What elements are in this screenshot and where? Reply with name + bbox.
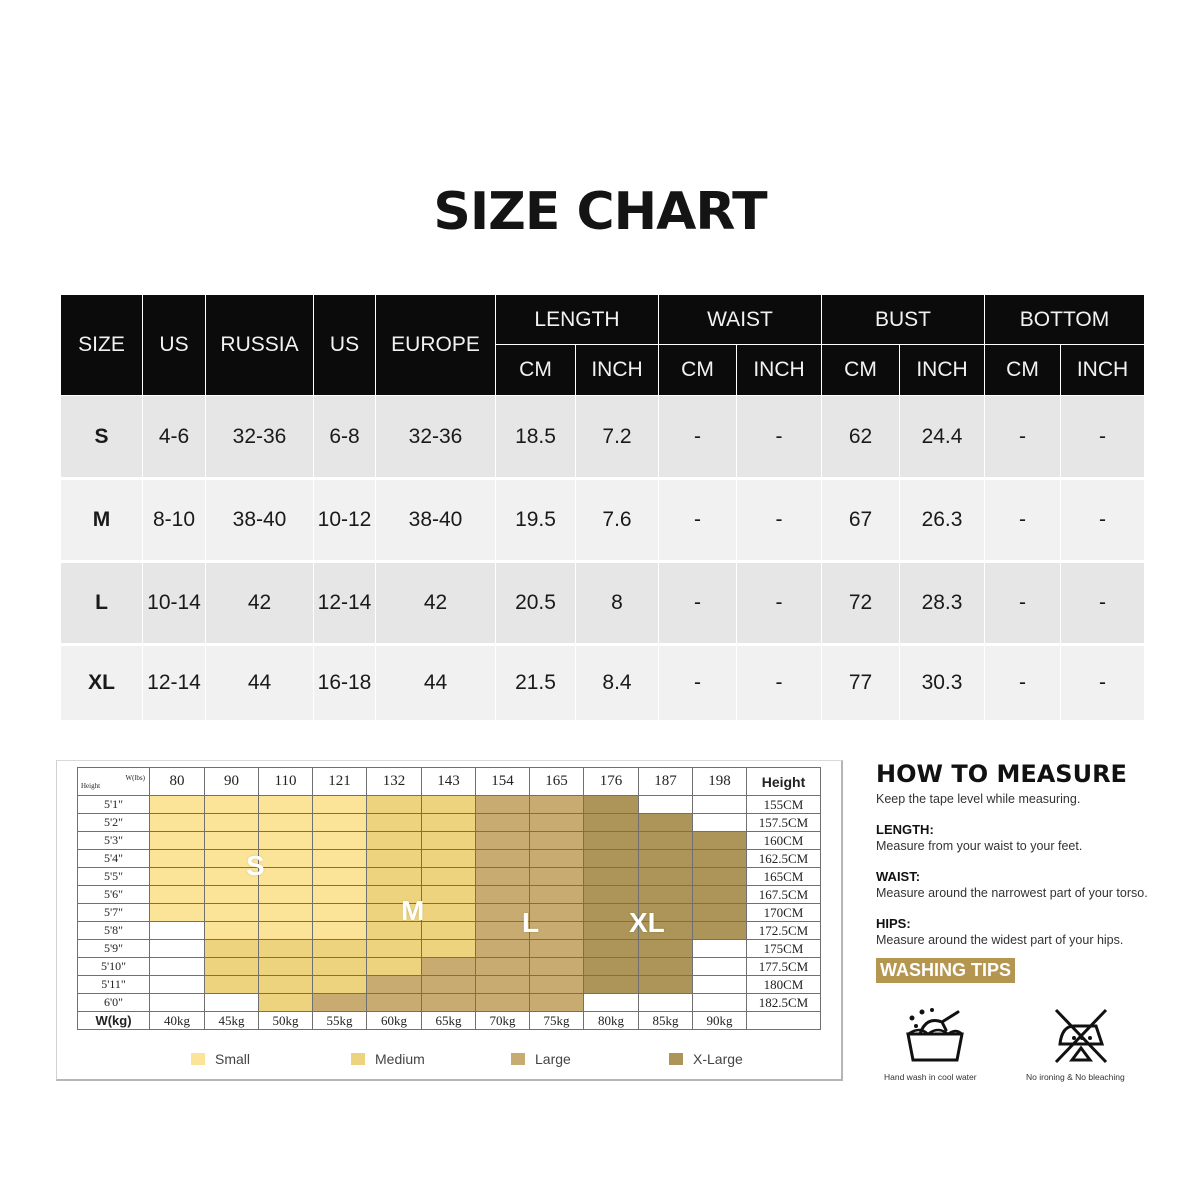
weight-lbs-cell: 165	[530, 768, 584, 796]
weight-kg-cell: 75kg	[530, 1012, 584, 1030]
size-cell-bust-cm: 67	[822, 479, 900, 562]
size-zone-cell	[693, 868, 747, 886]
size-cell-europe: 42	[376, 562, 496, 645]
corner-height-label: Height	[81, 781, 101, 790]
size-zone-cell	[150, 850, 205, 868]
header-bust-inch: INCH	[900, 345, 985, 396]
size-cell-size: S	[61, 396, 143, 479]
weight-kg-label: W(kg)	[78, 1012, 150, 1030]
size-zone-cell	[313, 994, 367, 1012]
size-zone-cell	[693, 886, 747, 904]
size-zone-cell	[422, 904, 476, 922]
size-zone-cell	[150, 976, 205, 994]
size-zone-cell	[259, 922, 313, 940]
size-zone-cell	[150, 940, 205, 958]
size-zone-cell	[313, 796, 367, 814]
size-zone-cell	[693, 994, 747, 1012]
size-zone-cell	[584, 976, 639, 994]
size-zone-cell	[422, 868, 476, 886]
header-waist: WAIST	[659, 295, 822, 345]
size-cell-bottom-in: -	[1061, 396, 1145, 479]
size-cell-bottom-in: -	[1061, 562, 1145, 645]
size-cell-len-cm: 18.5	[496, 396, 576, 479]
height-ft-cell: 5'8"	[78, 922, 150, 940]
size-zone-cell	[639, 832, 693, 850]
header-bust: BUST	[822, 295, 985, 345]
size-cell-waist-in: -	[737, 479, 822, 562]
weight-lbs-cell: 80	[150, 768, 205, 796]
washing-tips-title: WASHING TIPS	[876, 958, 1015, 983]
size-zone-cell	[584, 940, 639, 958]
size-cell-waist-in: -	[737, 562, 822, 645]
header-waist-inch: INCH	[737, 345, 822, 396]
size-zone-cell	[476, 868, 530, 886]
weight-kg-cell: 60kg	[367, 1012, 422, 1030]
size-cell-us1: 12-14	[143, 645, 206, 720]
header-bottom-cm: CM	[985, 345, 1061, 396]
header-bottom: BOTTOM	[985, 295, 1145, 345]
size-table	[60, 294, 1145, 720]
size-cell-russia: 44	[206, 645, 314, 720]
size-zone-cell	[584, 994, 639, 1012]
size-cell-len-cm: 19.5	[496, 479, 576, 562]
header-bottom-inch: INCH	[1061, 345, 1145, 396]
size-zone-cell	[422, 814, 476, 832]
size-zone-cell	[422, 940, 476, 958]
size-zone-cell	[422, 958, 476, 976]
size-zone-cell	[639, 814, 693, 832]
size-zone-cell	[205, 904, 259, 922]
height-weight-chart	[56, 760, 843, 1081]
size-zone-cell	[530, 940, 584, 958]
weight-kg-cell: 85kg	[639, 1012, 693, 1030]
size-cell-russia: 38-40	[206, 479, 314, 562]
size-cell-bottom-cm: -	[985, 396, 1061, 479]
size-zone-cell	[476, 814, 530, 832]
size-zone-cell	[422, 976, 476, 994]
length-label: LENGTH:	[876, 822, 934, 837]
height-cm-cell: 155CM	[747, 796, 821, 814]
header-length: LENGTH	[496, 295, 659, 345]
legend-small	[191, 1051, 250, 1067]
size-cell-len-cm: 21.5	[496, 645, 576, 720]
height-cm-cell: 175CM	[747, 940, 821, 958]
hips-label: HIPS:	[876, 916, 911, 931]
size-zone-cell	[313, 940, 367, 958]
size-zone-cell	[693, 796, 747, 814]
page-title: SIZE CHART	[433, 182, 767, 242]
size-zone-cell	[313, 904, 367, 922]
weight-lbs-cell: 143	[422, 768, 476, 796]
weight-lbs-row	[78, 768, 821, 796]
size-zone-cell	[530, 814, 584, 832]
size-zone-cell	[476, 958, 530, 976]
size-zone-cell	[367, 976, 422, 994]
size-zone-cell	[205, 796, 259, 814]
how-to-measure-title: HOW TO MEASURE	[876, 760, 1127, 788]
size-zone-cell	[259, 994, 313, 1012]
size-cell-europe: 44	[376, 645, 496, 720]
header-bust-cm: CM	[822, 345, 900, 396]
height-row	[78, 832, 821, 850]
size-cell-waist-cm: -	[659, 562, 737, 645]
size-zone-cell	[530, 958, 584, 976]
size-cell-waist-in: -	[737, 396, 822, 479]
height-row	[78, 850, 821, 868]
legend-medium	[351, 1051, 425, 1067]
size-zone-cell	[150, 904, 205, 922]
size-zone-cell	[584, 868, 639, 886]
weight-lbs-cell: 176	[584, 768, 639, 796]
size-zone-cell	[639, 850, 693, 868]
size-zone-cell	[639, 868, 693, 886]
height-weight-table	[77, 767, 821, 1030]
size-cell-us1: 8-10	[143, 479, 206, 562]
size-row	[61, 562, 1145, 645]
size-zone-cell	[367, 814, 422, 832]
size-cell-europe: 38-40	[376, 479, 496, 562]
size-row	[61, 645, 1145, 720]
zone-label-l: L	[522, 907, 540, 938]
height-ft-cell: 5'1"	[78, 796, 150, 814]
waist-label: WAIST:	[876, 869, 921, 884]
height-row	[78, 796, 821, 814]
legend-swatch-large	[511, 1053, 525, 1065]
size-zone-cell	[367, 832, 422, 850]
weight-lbs-cell: 198	[693, 768, 747, 796]
corner-weight-label: W(lbs)	[125, 773, 145, 782]
size-zone-cell	[639, 976, 693, 994]
weight-lbs-cell: 132	[367, 768, 422, 796]
header-us: US	[143, 295, 206, 396]
size-zone-cell	[476, 796, 530, 814]
size-zone-cell	[313, 976, 367, 994]
height-header: Height	[747, 768, 821, 796]
weight-kg-cell: 40kg	[150, 1012, 205, 1030]
weight-kg-blank	[747, 1012, 821, 1030]
size-zone-cell	[422, 886, 476, 904]
size-zone-cell	[584, 814, 639, 832]
height-cm-cell: 182.5CM	[747, 994, 821, 1012]
size-zone-cell	[259, 814, 313, 832]
size-zone-cell	[367, 796, 422, 814]
height-ft-cell: 5'5"	[78, 868, 150, 886]
header-russia: RUSSIA	[206, 295, 314, 396]
size-zone-cell	[476, 940, 530, 958]
height-row	[78, 814, 821, 832]
weight-kg-cell: 70kg	[476, 1012, 530, 1030]
size-zone-cell	[584, 796, 639, 814]
size-cell-us1: 4-6	[143, 396, 206, 479]
size-zone-cell	[530, 796, 584, 814]
height-ft-cell: 5'2"	[78, 814, 150, 832]
size-cell-waist-in: -	[737, 645, 822, 720]
size-zone-cell	[639, 940, 693, 958]
weight-lbs-cell: 121	[313, 768, 367, 796]
size-cell-waist-cm: -	[659, 645, 737, 720]
hand-wash-caption: Hand wash in cool water	[884, 1072, 977, 1082]
size-cell-us2: 10-12	[314, 479, 376, 562]
size-zone-cell	[422, 832, 476, 850]
size-zone-cell	[584, 832, 639, 850]
size-zone-cell	[584, 958, 639, 976]
how-to-measure	[876, 760, 1176, 947]
header-size: SIZE	[61, 295, 143, 396]
weight-lbs-cell: 90	[205, 768, 259, 796]
size-zone-cell	[259, 886, 313, 904]
height-cm-cell: 170CM	[747, 904, 821, 922]
height-row	[78, 994, 821, 1012]
size-cell-len-cm: 20.5	[496, 562, 576, 645]
size-zone-cell	[422, 796, 476, 814]
size-zone-cell	[693, 904, 747, 922]
weight-kg-cell: 45kg	[205, 1012, 259, 1030]
height-ft-cell: 6'0"	[78, 994, 150, 1012]
size-zone-cell	[693, 976, 747, 994]
height-ft-cell: 5'7"	[78, 904, 150, 922]
size-cell-europe: 32-36	[376, 396, 496, 479]
size-zone-cell	[693, 958, 747, 976]
size-zone-cell	[422, 994, 476, 1012]
size-zone-cell	[205, 994, 259, 1012]
size-zone-cell	[313, 958, 367, 976]
legend-label-large: Large	[535, 1051, 571, 1067]
size-zone-cell	[150, 886, 205, 904]
length-desc: Measure from your waist to your feet.	[876, 839, 1083, 853]
header-waist-cm: CM	[659, 345, 737, 396]
size-zone-cell	[259, 796, 313, 814]
size-cell-bust-in: 28.3	[900, 562, 985, 645]
header-us-2: US	[314, 295, 376, 396]
size-zone-cell	[259, 904, 313, 922]
chart-corner	[78, 768, 150, 796]
header-length-cm: CM	[496, 345, 576, 396]
size-zone-cell	[205, 958, 259, 976]
height-row	[78, 868, 821, 886]
size-cell-len-in: 8	[576, 562, 659, 645]
height-ft-cell: 5'4"	[78, 850, 150, 868]
height-cm-cell: 177.5CM	[747, 958, 821, 976]
size-zone-cell	[693, 850, 747, 868]
size-zone-cell	[150, 832, 205, 850]
size-zone-cell	[530, 850, 584, 868]
legend-xlarge	[669, 1051, 743, 1067]
size-cell-len-in: 7.2	[576, 396, 659, 479]
height-cm-cell: 160CM	[747, 832, 821, 850]
size-cell-us1: 10-14	[143, 562, 206, 645]
size-zone-cell	[367, 868, 422, 886]
size-zone-cell	[367, 850, 422, 868]
size-zone-cell	[693, 814, 747, 832]
legend-large	[511, 1051, 571, 1067]
size-zone-cell	[205, 814, 259, 832]
legend-label-medium: Medium	[375, 1051, 425, 1067]
how-to-measure-subtitle: Keep the tape level while measuring.	[876, 792, 1081, 806]
size-zone-cell	[476, 994, 530, 1012]
weight-kg-row	[78, 1012, 821, 1030]
weight-lbs-cell: 187	[639, 768, 693, 796]
height-ft-cell: 5'6"	[78, 886, 150, 904]
height-cm-cell: 162.5CM	[747, 850, 821, 868]
size-cell-bust-in: 24.4	[900, 396, 985, 479]
size-zone-cell	[530, 886, 584, 904]
hand-wash-icon	[902, 1004, 968, 1066]
size-cell-size: L	[61, 562, 143, 645]
size-zone-cell	[150, 868, 205, 886]
size-zone-cell	[259, 940, 313, 958]
size-zone-cell	[150, 814, 205, 832]
height-ft-cell: 5'9"	[78, 940, 150, 958]
legend-swatch-xlarge	[669, 1053, 683, 1065]
size-zone-cell	[367, 940, 422, 958]
legend-label-small: Small	[215, 1051, 251, 1067]
height-ft-cell: 5'3"	[78, 832, 150, 850]
size-zone-cell	[313, 886, 367, 904]
size-zone-cell	[530, 994, 584, 1012]
weight-lbs-cell: 110	[259, 768, 313, 796]
legend-swatch-small	[191, 1053, 205, 1065]
size-zone-cell	[150, 958, 205, 976]
height-row	[78, 904, 821, 922]
size-zone-cell	[367, 958, 422, 976]
size-zone-cell	[639, 886, 693, 904]
height-cm-cell: 180CM	[747, 976, 821, 994]
weight-kg-cell: 90kg	[693, 1012, 747, 1030]
weight-lbs-cell: 154	[476, 768, 530, 796]
hips-desc: Measure around the widest part of your hips.	[876, 933, 1124, 947]
size-zone-cell	[259, 832, 313, 850]
height-row	[78, 976, 821, 994]
size-cell-bust-cm: 72	[822, 562, 900, 645]
size-zone-cell	[639, 796, 693, 814]
size-zone-cell	[259, 976, 313, 994]
size-cell-bottom-cm: -	[985, 562, 1061, 645]
header-europe: EUROPE	[376, 295, 496, 396]
size-zone-cell	[476, 850, 530, 868]
size-zone-cell	[150, 994, 205, 1012]
size-cell-bust-cm: 62	[822, 396, 900, 479]
height-cm-cell: 167.5CM	[747, 886, 821, 904]
size-zone-cell	[313, 832, 367, 850]
size-zone-cell	[639, 994, 693, 1012]
size-cell-bust-in: 30.3	[900, 645, 985, 720]
header-length-inch: INCH	[576, 345, 659, 396]
size-zone-cell	[150, 922, 205, 940]
size-table-body	[61, 396, 1145, 720]
legend-swatch-medium	[351, 1053, 365, 1065]
height-row	[78, 958, 821, 976]
size-zone-cell	[150, 796, 205, 814]
weight-kg-cell: 65kg	[422, 1012, 476, 1030]
size-zone-cell	[530, 832, 584, 850]
size-zone-cell	[259, 850, 313, 868]
weight-kg-cell: 80kg	[584, 1012, 639, 1030]
height-cm-cell: 172.5CM	[747, 922, 821, 940]
height-ft-cell: 5'11"	[78, 976, 150, 994]
size-cell-len-in: 7.6	[576, 479, 659, 562]
size-zone-cell	[205, 886, 259, 904]
height-row	[78, 886, 821, 904]
size-zone-cell	[584, 886, 639, 904]
size-cell-bottom-cm: -	[985, 645, 1061, 720]
size-zone-cell	[693, 832, 747, 850]
size-zone-cell	[422, 922, 476, 940]
size-cell-bottom-cm: -	[985, 479, 1061, 562]
size-cell-bottom-in: -	[1061, 645, 1145, 720]
size-row	[61, 396, 1145, 479]
size-zone-cell	[530, 976, 584, 994]
size-zone-cell	[313, 814, 367, 832]
size-cell-bust-cm: 77	[822, 645, 900, 720]
size-zone-cell	[205, 976, 259, 994]
size-cell-us2: 12-14	[314, 562, 376, 645]
size-zone-cell	[693, 922, 747, 940]
size-cell-len-in: 8.4	[576, 645, 659, 720]
weight-kg-cell: 50kg	[259, 1012, 313, 1030]
weight-kg-cell: 55kg	[313, 1012, 367, 1030]
height-ft-cell: 5'10"	[78, 958, 150, 976]
height-row	[78, 940, 821, 958]
waist-desc: Measure around the narrowest part of your torso.	[876, 886, 1148, 900]
zone-label-s: S	[246, 850, 265, 881]
height-row	[78, 922, 821, 940]
height-cm-cell: 157.5CM	[747, 814, 821, 832]
size-row	[61, 479, 1145, 562]
zone-label-m: M	[401, 895, 425, 926]
size-zone-cell	[205, 832, 259, 850]
size-cell-waist-cm: -	[659, 396, 737, 479]
size-zone-cell	[205, 940, 259, 958]
size-zone-cell	[422, 850, 476, 868]
no-ironing-caption: No ironing & No bleaching	[1026, 1072, 1125, 1082]
size-zone-cell	[530, 868, 584, 886]
size-zone-cell	[476, 886, 530, 904]
size-cell-bottom-in: -	[1061, 479, 1145, 562]
height-cm-cell: 165CM	[747, 868, 821, 886]
size-cell-waist-cm: -	[659, 479, 737, 562]
size-cell-us2: 6-8	[314, 396, 376, 479]
size-zone-cell	[259, 868, 313, 886]
size-cell-us2: 16-18	[314, 645, 376, 720]
legend-label-xlarge: X-Large	[693, 1051, 743, 1067]
size-zone-cell	[259, 958, 313, 976]
size-cell-size: XL	[61, 645, 143, 720]
size-cell-bust-in: 26.3	[900, 479, 985, 562]
size-cell-russia: 42	[206, 562, 314, 645]
size-zone-cell	[313, 850, 367, 868]
size-cell-size: M	[61, 479, 143, 562]
size-zone-cell	[205, 922, 259, 940]
size-cell-russia: 32-36	[206, 396, 314, 479]
size-zone-cell	[367, 994, 422, 1012]
size-zone-cell	[584, 850, 639, 868]
size-zone-cell	[313, 922, 367, 940]
size-zone-cell	[476, 976, 530, 994]
size-zone-cell	[639, 958, 693, 976]
size-zone-cell	[693, 940, 747, 958]
zone-label-xl: XL	[629, 907, 665, 938]
size-zone-cell	[313, 868, 367, 886]
size-zone-cell	[476, 832, 530, 850]
no-ironing-no-bleach-icon	[1050, 1004, 1112, 1066]
